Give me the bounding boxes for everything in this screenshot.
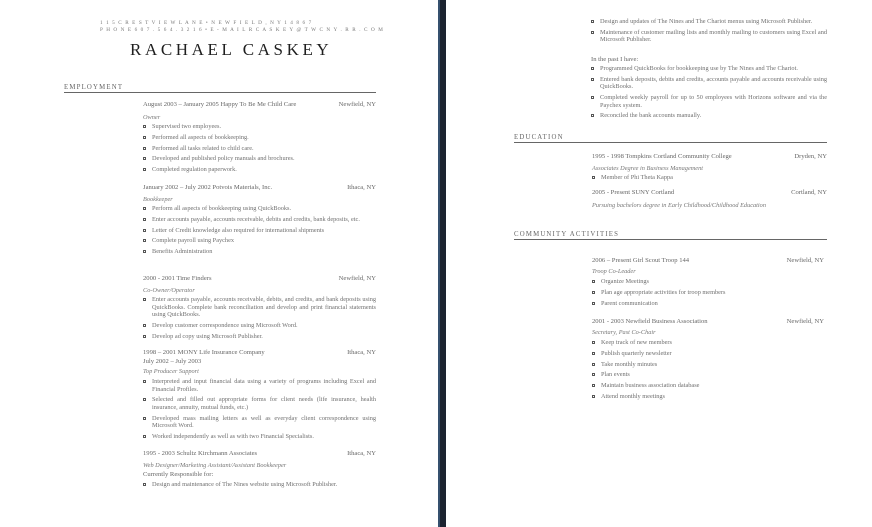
list-item: Publish quarterly newsletter — [592, 350, 824, 358]
continued-bullets — [591, 18, 827, 47]
list-item: Enter accounts payable, accounts receivable, debits, and credits, and bank deposits using QuickBooks. Complete bank reconciliation and develop and print financial statements using QuickBooks. — [143, 296, 376, 319]
school-line: 2005 - Present SUNY Cortland — [592, 189, 675, 196]
checkbox-bullet-icon — [143, 207, 146, 210]
job-role: Top Producer Support — [143, 368, 199, 375]
list-item: Design and maintenance of The Nines website using Microsoft Publisher. — [143, 481, 376, 489]
checkbox-bullet-icon — [592, 384, 595, 387]
list-item: Worked independently as well as with two Financial Specialists. — [143, 433, 376, 441]
checkbox-bullet-icon — [591, 67, 594, 70]
checkbox-bullet-icon — [143, 136, 146, 139]
job-bullets — [143, 481, 376, 492]
list-item: Take monthly minutes — [592, 361, 824, 369]
organization-line: 2006 – Present Girl Scout Troop 144 — [592, 257, 690, 264]
checkbox-bullet-icon — [143, 435, 146, 438]
job-heading — [143, 184, 376, 191]
job-role: Bookkeeper — [143, 196, 173, 203]
list-item: Parent communication — [592, 300, 824, 308]
job-dates-employer: 2000 - 2001 Time Finders — [143, 275, 212, 282]
checkbox-bullet-icon — [591, 114, 594, 117]
checkbox-bullet-icon — [143, 239, 146, 242]
community-role: Secretary, Past Co-Chair — [592, 329, 656, 336]
community-role: Troop Co-Leader — [592, 268, 636, 275]
list-item: Maintain business association database — [592, 382, 824, 390]
organization-location: Newfield, NY — [786, 318, 824, 325]
checkbox-bullet-icon — [592, 373, 595, 376]
job-location: Ithaca, NY — [347, 184, 376, 191]
community-bullets — [592, 278, 824, 310]
list-item: Completed regulation paperwork. — [143, 166, 376, 174]
section-title-education: EDUCATION — [514, 134, 564, 141]
list-item: Design and updates of The Nines and The Chariot menus using Microsoft Publisher. — [591, 18, 827, 26]
job-bullets — [143, 205, 376, 259]
checkbox-bullet-icon — [143, 168, 146, 171]
page-divider — [438, 0, 446, 527]
checkbox-bullet-icon — [143, 298, 146, 301]
list-item: Letter of Credit knowledge also required for international shipments — [143, 227, 376, 235]
list-item: Plan age appropriate activities for troop members — [592, 289, 824, 297]
organization-line: 2001 - 2003 Newfield Business Association — [592, 318, 708, 325]
degree: Associates Degree in Business Management — [592, 165, 703, 172]
list-item: Programmed QuickBooks for bookkeeping use by The Nines and The Chariot. — [591, 65, 827, 73]
list-item: Performed all tasks related to child care. — [143, 145, 376, 153]
section-rule — [64, 92, 376, 93]
list-item: Benefits Administration — [143, 248, 376, 256]
checkbox-bullet-icon — [592, 341, 595, 344]
school-line: 1995 - 1998 Tompkins Cortland Community College — [592, 153, 732, 160]
job-heading — [143, 450, 376, 457]
list-item: Developed mass mailing letters as well as everyday client correspondence using Microsoft Word. — [143, 415, 376, 430]
checkbox-bullet-icon — [143, 218, 146, 221]
header-contact: P H O N E 6 0 7 . 5 6 4 . 3 2 1 6 • E - M A I L R C A S K E Y @ T W C N Y . R R . C O M — [100, 27, 384, 33]
resume-page-2 — [446, 0, 872, 527]
list-item: Interpreted and input financial data using a variety of programs including Excel and Financial Profiles. — [143, 378, 376, 393]
job-heading — [143, 349, 376, 356]
checkbox-bullet-icon — [143, 324, 146, 327]
checkbox-bullet-icon — [143, 157, 146, 160]
checkbox-bullet-icon — [143, 335, 146, 338]
job-bullets — [143, 296, 376, 343]
checkbox-bullet-icon — [592, 395, 595, 398]
job-location: Newfield, NY — [338, 275, 376, 282]
job-note: Currently Responsible for: — [143, 471, 214, 478]
checkbox-bullet-icon — [143, 398, 146, 401]
checkbox-bullet-icon — [143, 483, 146, 486]
community-bullets — [592, 339, 824, 404]
job-location: Ithaca, NY — [347, 450, 376, 457]
section-rule — [514, 142, 827, 143]
checkbox-bullet-icon — [143, 229, 146, 232]
checkbox-bullet-icon — [591, 96, 594, 99]
job-heading — [143, 275, 376, 282]
job-dates-employer: 1995 - 2003 Schultz Kirchmann Associates — [143, 450, 258, 457]
list-item: Develop ad copy using Microsoft Publisher. — [143, 333, 376, 341]
checkbox-bullet-icon — [592, 302, 595, 305]
resume-name: RACHAEL CASKEY — [130, 40, 333, 59]
list-item: Plan events — [592, 371, 824, 379]
checkbox-bullet-icon — [591, 78, 594, 81]
job-bullets — [143, 378, 376, 444]
past-bullets — [591, 65, 827, 123]
checkbox-bullet-icon — [143, 125, 146, 128]
list-item: Enter accounts payable, accounts receivable, debits and credits, bank deposits, etc. — [143, 216, 376, 224]
section-title-community: COMMUNITY ACTIVITIES — [514, 231, 620, 238]
job-bullets — [143, 123, 376, 177]
organization-location: Newfield, NY — [786, 257, 824, 264]
list-item: Complete payroll using Paychex — [143, 237, 376, 245]
job-location: Ithaca, NY — [347, 349, 376, 356]
list-item: Member of Phi Theta Kappa — [592, 174, 827, 182]
past-label: In the past I have: — [591, 56, 639, 63]
list-item: Attend monthly meetings — [592, 393, 824, 401]
checkbox-bullet-icon — [143, 147, 146, 150]
job-heading — [143, 101, 376, 108]
list-item: Performed all aspects of bookkeeping. — [143, 134, 376, 142]
list-item: Completed weekly payroll for up to 50 employees with Horizons software and via the Paychex system. — [591, 94, 827, 109]
school-location: Cortland, NY — [791, 189, 827, 196]
list-item: Entered bank deposits, debits and credits, accounts payable and accounts receivable using QuickBooks. — [591, 76, 827, 91]
checkbox-bullet-icon — [592, 280, 595, 283]
header-address: 1 1 5 C R E S T V I E W L A N E • N E W F I E L D , N Y 1 4 8 6 7 — [100, 20, 313, 26]
list-item: Organize Meetings — [592, 278, 824, 286]
job-role: Co-Owner/Operator — [143, 287, 195, 294]
checkbox-bullet-icon — [143, 417, 146, 420]
list-item: Keep track of new members — [592, 339, 824, 347]
list-item: Reconciled the bank accounts manually. — [591, 112, 827, 120]
degree: Pursuing bachelors degree in Early Childhood/Childhood Education — [592, 202, 766, 209]
list-item: Maintenance of customer mailing lists and monthly mailing to customers using Excel and Microsoft Publisher. — [591, 29, 827, 44]
job-role: Owner — [143, 114, 161, 121]
checkbox-bullet-icon — [143, 380, 146, 383]
checkbox-bullet-icon — [592, 352, 595, 355]
list-item: Develop customer correspondence using Microsoft Word. — [143, 322, 376, 330]
education-heading — [592, 153, 827, 160]
job-dates-employer: January 2002 – July 2002 Potvois Materials, Inc. — [143, 184, 273, 191]
school-location: Dryden, NY — [794, 153, 827, 160]
list-item: Selected and filled out appropriate forms for client needs (life insurance, health insurance, annuity, mutual funds, etc.) — [143, 396, 376, 411]
checkbox-bullet-icon — [592, 363, 595, 366]
job-location: Newfield, NY — [338, 101, 376, 108]
checkbox-bullet-icon — [143, 250, 146, 253]
education-heading — [592, 189, 827, 196]
job-role: Web Designer/Marketing Assistant/Assistant Bookkeeper — [143, 462, 287, 469]
community-heading — [592, 318, 824, 325]
community-heading — [592, 257, 824, 264]
list-item: Perform all aspects of bookkeeping using QuickBooks. — [143, 205, 376, 213]
checkbox-bullet-icon — [591, 31, 594, 34]
checkbox-bullet-icon — [591, 20, 594, 23]
list-item: Supervised two employees. — [143, 123, 376, 131]
section-rule — [514, 239, 827, 240]
education-bullets — [592, 174, 827, 185]
list-item: Developed and published policy manuals and brochures. — [143, 155, 376, 163]
job-dates-secondary: July 2002 – July 2003 — [143, 358, 202, 365]
job-dates-employer: 1998 – 2001 MONY Life Insurance Company — [143, 349, 265, 356]
checkbox-bullet-icon — [592, 291, 595, 294]
checkbox-bullet-icon — [592, 176, 595, 179]
section-title-employment: EMPLOYMENT — [64, 84, 124, 91]
job-dates-employer: August 2003 – January 2005 Happy To Be Me Child Care — [143, 101, 297, 108]
